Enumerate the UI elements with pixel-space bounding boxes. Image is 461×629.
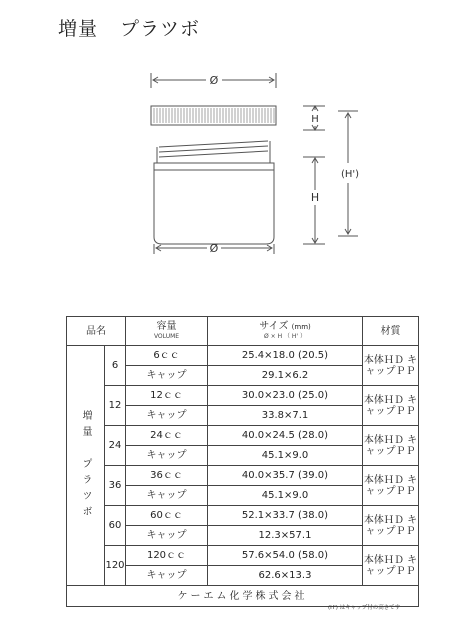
cap-label-cell: キャップ bbox=[126, 366, 208, 386]
table-row bbox=[67, 546, 419, 566]
volume-group-cell: 60 bbox=[105, 506, 126, 546]
body-size-cell: 57.6×54.0 (58.0) bbox=[208, 546, 363, 566]
material-cell: 本体ＨＤ キャップＰＰ bbox=[363, 466, 419, 506]
body-volume-cell: 60ｃｃ bbox=[126, 506, 208, 526]
cap-label-cell: キャップ bbox=[126, 486, 208, 506]
body-size-cell: 25.4×18.0 (20.5) bbox=[208, 346, 363, 366]
diameter-bottom-label: Ø bbox=[209, 242, 219, 255]
category-cell: 増量 プラツボ bbox=[67, 346, 105, 586]
cap-knurling bbox=[154, 108, 274, 123]
cap-label-cell: キャップ bbox=[126, 406, 208, 426]
header-material: 材質 bbox=[363, 317, 419, 346]
title-main: 増量 bbox=[58, 18, 99, 40]
header-name: 品名 bbox=[67, 317, 126, 346]
cap-size-cell: 62.6×13.3 bbox=[208, 566, 363, 586]
header-volume-label: 容量 bbox=[156, 321, 177, 333]
body-size-cell: 52.1×33.7 (38.0) bbox=[208, 506, 363, 526]
spec-table bbox=[66, 316, 419, 607]
cap-size-cell: 45.1×9.0 bbox=[208, 486, 363, 506]
body-volume-cell: 6ｃｃ bbox=[126, 346, 208, 366]
header-size-sub: Ø × H （ H' ） bbox=[264, 333, 306, 341]
header-volume bbox=[126, 317, 208, 346]
body-height-label: H bbox=[310, 191, 320, 204]
header-size-unit: (mm) bbox=[291, 323, 311, 332]
material-cell: 本体ＨＤ キャップＰＰ bbox=[363, 426, 419, 466]
header-size bbox=[208, 317, 363, 346]
footnote: (H') はキャップ付の高さです bbox=[328, 605, 401, 611]
body-volume-cell: 24ｃｃ bbox=[126, 426, 208, 446]
cap-size-cell: 29.1×6.2 bbox=[208, 366, 363, 386]
cap-label-cell: キャップ bbox=[126, 526, 208, 546]
material-cell: 本体ＨＤ キャップＰＰ bbox=[363, 546, 419, 586]
material-cell: 本体ＨＤ キャップＰＰ bbox=[363, 506, 419, 546]
table-row bbox=[67, 386, 419, 406]
body-volume-cell: 12ｃｃ bbox=[126, 386, 208, 406]
jar-cap bbox=[151, 106, 276, 125]
diameter-top-label: Ø bbox=[209, 74, 219, 87]
header-size-label: サイズ bbox=[259, 321, 289, 333]
jar-body bbox=[154, 163, 274, 244]
cap-height-label: H bbox=[311, 114, 319, 125]
jar-diagram bbox=[0, 0, 461, 300]
volume-group-cell: 36 bbox=[105, 466, 126, 506]
volume-group-cell: 6 bbox=[105, 346, 126, 386]
material-cell: 本体ＨＤ キャップＰＰ bbox=[363, 386, 419, 426]
cap-size-cell: 33.8×7.1 bbox=[208, 406, 363, 426]
table-row bbox=[67, 346, 419, 366]
volume-group-cell: 12 bbox=[105, 386, 126, 426]
table-header-row bbox=[67, 317, 419, 346]
jar-threads bbox=[156, 141, 271, 163]
table-row bbox=[67, 506, 419, 526]
volume-group-cell: 120 bbox=[105, 546, 126, 586]
maker-cell: ケーエム化学株式会社 bbox=[67, 586, 419, 607]
body-size-cell: 40.0×35.7 (39.0) bbox=[208, 466, 363, 486]
cap-size-cell: 45.1×9.0 bbox=[208, 446, 363, 466]
cap-label-cell: キャップ bbox=[126, 566, 208, 586]
title-sub: プラツボ bbox=[120, 18, 201, 40]
table-row bbox=[67, 466, 419, 486]
material-cell: 本体ＨＤ キャップＰＰ bbox=[363, 346, 419, 386]
total-height-label: (H') bbox=[340, 169, 360, 180]
cap-label-cell: キャップ bbox=[126, 446, 208, 466]
body-size-cell: 30.0×23.0 (25.0) bbox=[208, 386, 363, 406]
header-volume-sub: VOLUME bbox=[153, 333, 180, 341]
body-volume-cell: 120ｃｃ bbox=[126, 546, 208, 566]
body-size-cell: 40.0×24.5 (28.0) bbox=[208, 426, 363, 446]
body-volume-cell: 36ｃｃ bbox=[126, 466, 208, 486]
table-row bbox=[67, 426, 419, 446]
cap-size-cell: 12.3×57.1 bbox=[208, 526, 363, 546]
volume-group-cell: 24 bbox=[105, 426, 126, 466]
